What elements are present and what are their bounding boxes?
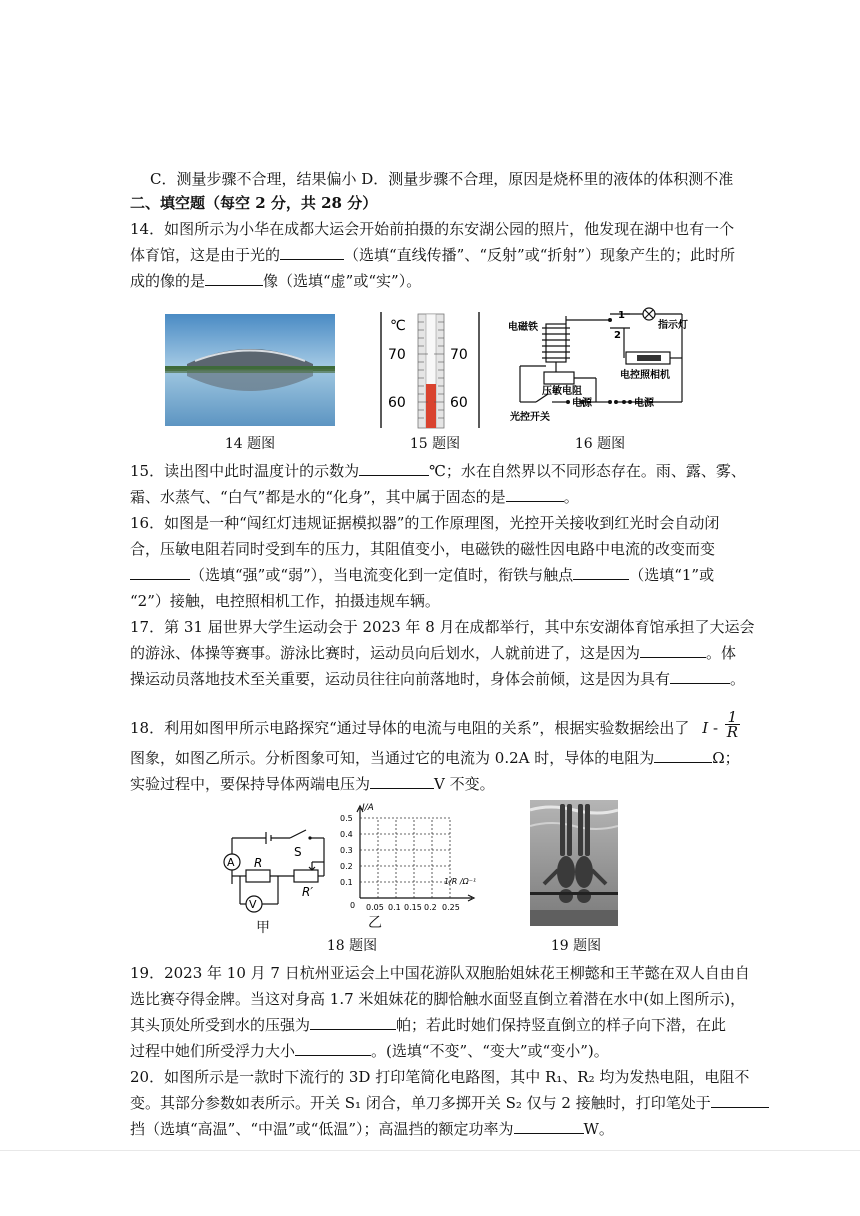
answer-blank[interactable] <box>640 643 706 658</box>
answer-blank[interactable] <box>654 748 712 763</box>
q18-text: V 不变。 <box>434 775 495 793</box>
q20-line-1: 20．如图所示是一款时下流行的 3D 打印笔简化电路图，其中 R₁、R₂ 均为发热电阻，电阻不 <box>130 1068 750 1086</box>
current-symbol: I <box>702 719 709 737</box>
q17-line-1: 17．第 31 届世界大学生运动会于 2023 年 8 月在成都举行，其中东安湖体育馆承担了大运会 <box>130 618 755 636</box>
fig16-circuit <box>506 306 692 428</box>
answer-blank[interactable] <box>205 271 263 286</box>
q18-text: 18．利用如图甲所示电路探究“通过导体的电流与电阻的关系”，根据实验数据绘出了 <box>130 719 690 737</box>
x-tick: 0.2 <box>424 903 437 912</box>
q14-text: （选填“直线传播”、“反射”或“折射”）现象产生的；此时所 <box>344 246 736 264</box>
label-jia: 甲 <box>256 920 270 936</box>
y-tick: 0.1 <box>340 878 353 887</box>
thermo-label-70-right: 70 <box>450 347 468 363</box>
y-tick: 0.5 <box>340 814 353 823</box>
q18-line-1 <box>130 707 740 741</box>
power-label-2: 电源 <box>634 398 654 409</box>
q19-text: 其头顶处所受到水的压强为 <box>130 1016 311 1034</box>
fraction-numerator: 1 <box>725 710 740 725</box>
q19-text: 。(选填“不变”、“变大”或“变小”)。 <box>371 1042 609 1060</box>
resistor-label: R <box>254 856 263 870</box>
reciprocal-r-fraction <box>725 707 740 741</box>
y-tick: 0.2 <box>340 862 353 871</box>
x-tick: 0.05 <box>366 903 384 912</box>
light-switch-label: 光控开关 <box>510 412 550 423</box>
q20-line-2 <box>130 1093 740 1113</box>
answer-blank[interactable] <box>514 1119 584 1134</box>
voltmeter-symbol: V <box>249 898 257 911</box>
q18-text: 实验过程中，要保持导体两端电压为 <box>130 775 371 793</box>
fig19-swimmers-photo <box>530 800 618 926</box>
indicator-label: 指示灯 <box>658 320 688 331</box>
q16-line-3 <box>130 565 740 585</box>
q16-line-4: “2”）接触，电控照相机工作，拍摄违规车辆。 <box>130 592 440 610</box>
thermo-unit: ℃ <box>390 318 406 334</box>
q14-text: 成的像的是 <box>130 272 206 290</box>
x-axis-label: 1/R /Ω⁻¹ <box>444 877 477 886</box>
electromagnet-label: 电磁铁 <box>508 322 538 333</box>
q15-text: 15．读出图中此时温度计的示数为 <box>130 462 360 480</box>
fig18-circuit-jia <box>216 824 330 918</box>
q19-text: 帕；若此时她们保持竖直倒立的样子向下潜，在此 <box>396 1016 727 1034</box>
q17-line-2 <box>130 643 740 663</box>
q15-line-2 <box>130 487 740 507</box>
answer-blank[interactable] <box>573 565 629 580</box>
option-c-d-line: C．测量步骤不合理，结果偏小 D．测量步骤不合理，原因是烧杯里的液体的体积测不准 <box>150 170 734 188</box>
q18-line-2 <box>130 748 740 768</box>
q14-text: 像（选填“虚”或“实”）。 <box>263 272 422 290</box>
y-axis-label: I/A <box>362 803 374 813</box>
answer-blank[interactable] <box>130 565 190 580</box>
answer-blank[interactable] <box>506 487 564 502</box>
answer-blank[interactable] <box>359 461 429 476</box>
answer-blank[interactable] <box>280 245 344 260</box>
q18-line-3 <box>130 774 740 794</box>
x-tick: 0 <box>350 901 356 910</box>
answer-blank[interactable] <box>670 669 730 684</box>
thermo-label-60-left: 60 <box>388 395 406 411</box>
contact-2-label: 2 <box>614 330 621 341</box>
caption-14: 14 题图 <box>224 436 276 452</box>
camera-label: 电控照相机 <box>620 370 670 381</box>
q17-text: 操运动员落地技术至关重要，运动员往往向前落地时，身体会前倾，这是因为具有 <box>130 670 671 688</box>
dash: - <box>712 719 719 737</box>
q17-text: 。 <box>730 670 746 688</box>
pressure-resistor-label: 压敏电阻 <box>542 386 582 397</box>
answer-blank[interactable] <box>310 1015 396 1030</box>
x-tick: 0.1 <box>388 903 401 912</box>
answer-blank[interactable] <box>711 1093 769 1108</box>
fig18-graph-yi <box>338 800 480 916</box>
page-divider <box>0 1150 860 1151</box>
q15-text: ℃；水在自然界以不同形态存在。雨、露、雾、 <box>429 462 746 480</box>
q20-line-3 <box>130 1119 740 1139</box>
q16-text: （选填“强”或“弱”），当电流变化到一定值时，衔铁与触点 <box>190 566 574 584</box>
switch-label: S <box>294 845 302 859</box>
q18-text: Ω； <box>712 749 740 767</box>
caption-19: 19 题图 <box>550 938 602 954</box>
q17-text: 。体 <box>706 644 737 662</box>
q19-line-2: 选比赛夺得金牌。当这对身高 1.7 米姐妹花的脚恰触水面竖直倒立着潜在水中(如上图所示)， <box>130 990 746 1008</box>
q19-text: 过程中她们所受浮力大小 <box>130 1042 296 1060</box>
q16-text: （选填“1”或 <box>629 566 715 584</box>
q18-text: 图象，如图乙所示。分析图象可知，当通过它的电流为 0.2A 时，导体的电阻为 <box>130 749 655 767</box>
rheostat-label: R′ <box>302 885 314 899</box>
q14-text: 体育馆，这是由于光的 <box>130 246 281 264</box>
q19-line-4 <box>130 1041 740 1061</box>
power-label-1: 电源 <box>572 398 592 409</box>
x-tick: 0.25 <box>442 903 460 912</box>
label-yi: 乙 <box>368 915 382 931</box>
caption-15: 15 题图 <box>409 436 461 452</box>
x-tick: 0.15 <box>404 903 422 912</box>
q14-line-2 <box>130 245 740 265</box>
fig15-thermometer <box>380 312 482 430</box>
q17-text: 的游泳、体操等赛事。游泳比赛时，运动员向后划水，人就前进了，这是因为 <box>130 644 641 662</box>
fraction-denominator: R <box>726 722 739 741</box>
q15-text: 霜、水蒸气、“白气”都是水的“化身”，其中属于固态的是 <box>130 488 506 506</box>
q14-line-3 <box>130 271 740 291</box>
q20-text: 挡（选填“高温”、“中温”或“低温”）；高温挡的额定功率为 <box>130 1120 514 1138</box>
ammeter-symbol: A <box>227 856 235 869</box>
q16-line-2: 合，压敏电阻若同时受到车的压力，其阻值变小，电磁铁的磁性因电路中电流的改变而变 <box>130 540 716 558</box>
thermo-label-60-right: 60 <box>450 395 468 411</box>
y-tick: 0.3 <box>340 846 353 855</box>
q15-text: 。 <box>563 488 579 506</box>
q19-line-3 <box>130 1015 740 1035</box>
q14-line-1: 14．如图所示为小华在成都大运会开始前拍摄的东安湖公园的照片，他发现在湖中也有一个 <box>130 220 735 238</box>
caption-18: 18 题图 <box>326 938 378 954</box>
thermo-label-70-left: 70 <box>388 347 406 363</box>
section-title: 二、填空题（每空 2 分，共 28 分） <box>130 194 378 212</box>
contact-1-label: 1 <box>618 310 625 321</box>
answer-blank[interactable] <box>370 774 434 789</box>
q20-text: 变。其部分参数如表所示。开关 S₁ 闭合，单刀多掷开关 S₂ 仅与 2 接触时，打印笔处于 <box>130 1094 711 1112</box>
y-tick: 0.4 <box>340 830 353 839</box>
q19-line-1: 19．2023 年 10 月 7 日杭州亚运会上中国花游队双胞胎姐妹花王柳懿和王芊懿在双人自由自 <box>130 964 750 982</box>
q17-line-3 <box>130 669 746 689</box>
q15-line-1 <box>130 461 746 481</box>
answer-blank[interactable] <box>295 1041 371 1056</box>
q20-text: W。 <box>583 1120 614 1138</box>
fig14-stadium-photo <box>165 314 335 426</box>
q16-line-1: 16．如图是一种“闯红灯违规证据模拟器”的工作原理图，光控开关接收到红光时会自动闭 <box>130 514 720 532</box>
caption-16: 16 题图 <box>574 436 626 452</box>
